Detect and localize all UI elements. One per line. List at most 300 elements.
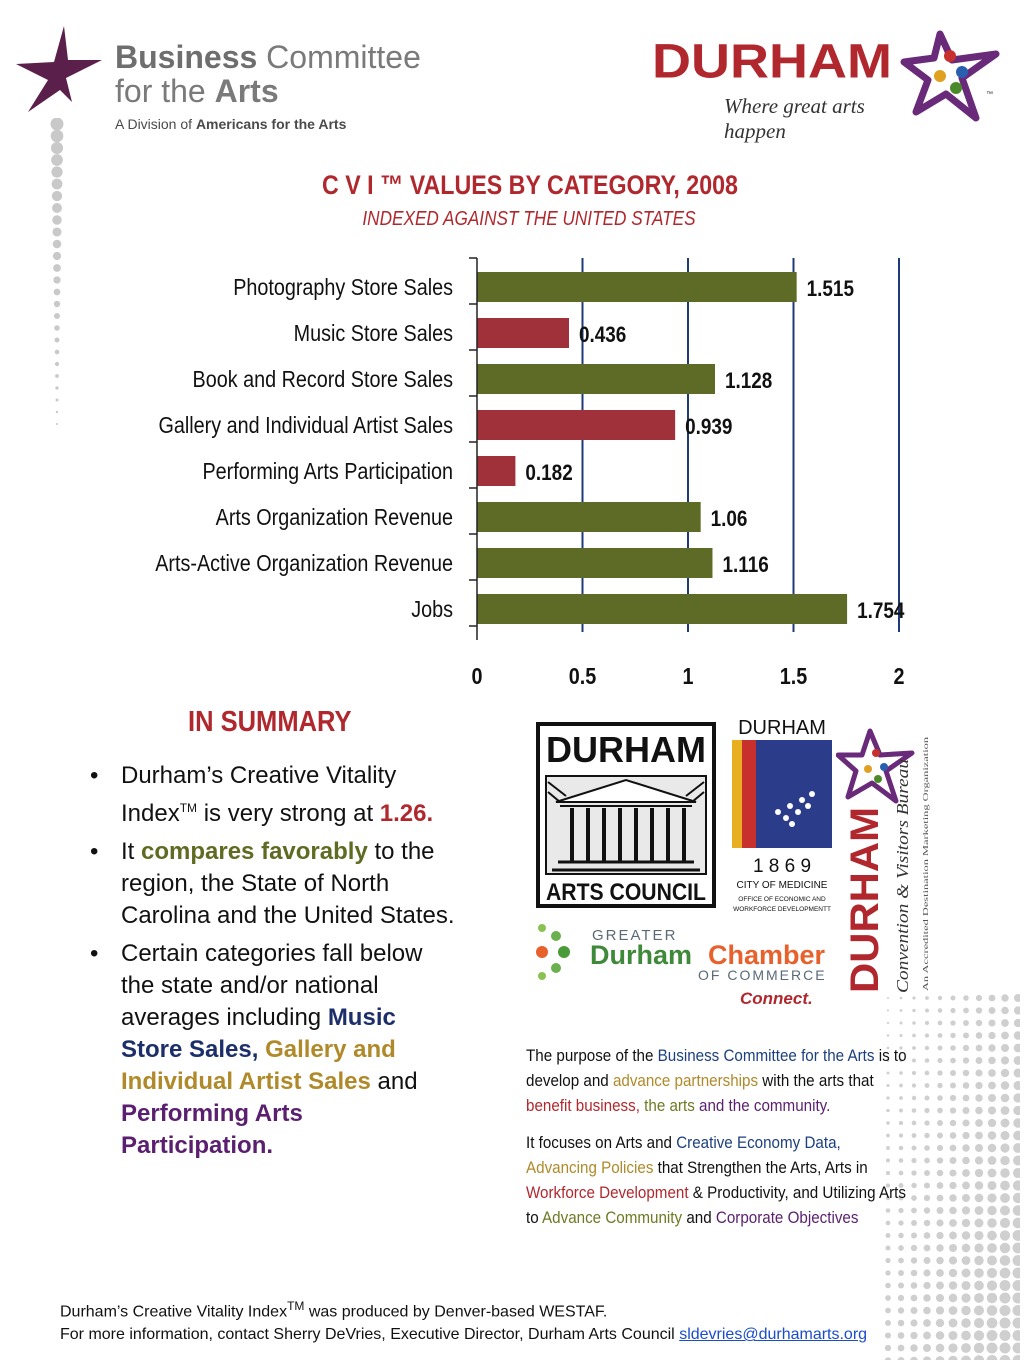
arts-council-top-text: DURHAM: [546, 729, 706, 770]
decor-dot: [937, 1108, 943, 1114]
decor-dot: [949, 1219, 957, 1227]
decor-dot: [988, 1094, 996, 1102]
decor-dot: [989, 995, 996, 1002]
decor-dot: [52, 191, 62, 201]
decor-dot: [1000, 1181, 1010, 1191]
decor-dot: [885, 1283, 890, 1288]
decor-dot: [1000, 1355, 1011, 1360]
decor-dot: [987, 1218, 997, 1228]
decor-dot: [951, 996, 956, 1001]
decor-dot: [937, 1120, 943, 1126]
decor-dot: [937, 1070, 942, 1075]
decor-dot: [987, 1280, 997, 1290]
decor-dot: [1000, 1280, 1011, 1291]
purpose-community: and the community.: [694, 1097, 831, 1115]
decor-dot: [1001, 1007, 1009, 1015]
bullet-dot: •: [90, 762, 99, 789]
city-office-1: OFFICE OF ECONOMIC AND: [738, 896, 826, 903]
decor-dot: [974, 1306, 984, 1316]
bar: [477, 318, 569, 348]
decor-dot: [1001, 1081, 1009, 1089]
decor-dot: [987, 1293, 997, 1303]
decor-dot: [950, 1095, 956, 1101]
decor-dot: [975, 1194, 984, 1203]
decor-dot: [936, 1356, 945, 1360]
decor-dot: [911, 1245, 917, 1251]
summary-bullet-2: [90, 836, 460, 932]
bullet-3-text: Certain categories fall below the state and/or national averages including: [121, 940, 423, 1031]
bar: [477, 410, 675, 440]
summary-bullet-1: [90, 760, 460, 830]
bar: [477, 364, 715, 394]
decor-dot: [987, 1206, 996, 1215]
decor-dot: [987, 1268, 997, 1278]
decor-dot: [961, 1281, 970, 1290]
decor-dot: [925, 996, 929, 1000]
decor-dot: [900, 997, 903, 1000]
footer-contact: For more information, contact Sherry DeVries, Executive Director, Durham Arts Council: [60, 1326, 680, 1344]
purpose-corporate: Corporate Objectives: [715, 1209, 859, 1227]
decor-dot: [961, 1293, 970, 1302]
decor-dot: [950, 1045, 956, 1051]
cvb-subtitle: Convention & Visitors Bureau: [893, 787, 912, 993]
decor-dot: [963, 1020, 969, 1026]
decor-dot: [950, 1082, 956, 1088]
decor-dot: [963, 1095, 970, 1102]
decor-dot: [987, 1256, 997, 1266]
decor-dot: [924, 1245, 931, 1252]
chamber-of-commerce: OF COMMERCE: [698, 967, 827, 983]
decor-dot: [1013, 1143, 1020, 1153]
decor-dot: [988, 1144, 997, 1153]
chamber-chamber: Chamber: [708, 940, 826, 970]
decor-dot: [963, 995, 969, 1001]
data-label: 1.06: [710, 506, 748, 532]
decor-dot: [1013, 1193, 1020, 1203]
city-year: 1 8 6 9: [752, 856, 812, 877]
decor-dot: [976, 1032, 983, 1039]
summary-bullet-3: [90, 938, 460, 1162]
data-label: 1.116: [722, 552, 769, 578]
bullet-1-value: 1.26.: [379, 800, 434, 827]
decor-dot: [937, 1182, 944, 1189]
decor-dot: [1000, 1243, 1010, 1253]
decor-dot: [1000, 1318, 1011, 1329]
decor-dot: [898, 1357, 905, 1360]
decor-dot: [949, 1182, 956, 1189]
bullet-3-music: Music Store Sales,: [121, 1004, 396, 1063]
decor-dot: [1013, 1355, 1021, 1360]
footer-email-link[interactable]: sldevries@durhamarts.org: [679, 1326, 868, 1344]
decor-dot: [1000, 1255, 1011, 1266]
decor-dot: [1013, 1205, 1020, 1216]
durham-logo-word: DURHAM: [652, 34, 892, 89]
decor-dot: [937, 1170, 944, 1177]
chamber-connect: Connect.: [740, 989, 813, 1008]
durham-star-logo-icon: [900, 26, 1000, 126]
bar: [477, 502, 701, 532]
data-label: 0.939: [685, 414, 733, 440]
decor-dot: [925, 1033, 929, 1037]
decor-dot: [950, 1107, 956, 1113]
decor-dot: [950, 1157, 957, 1164]
decor-dot: [987, 1243, 997, 1253]
decor-dot: [961, 1306, 970, 1315]
decor-dot: [950, 1145, 957, 1152]
bullet-2-highlight: compares favorably: [141, 838, 368, 865]
decor-dot: [937, 1195, 944, 1202]
decor-dot: [924, 1257, 931, 1264]
chart-title: C V I ™ VALUES BY CATEGORY, 2008: [322, 170, 738, 200]
x-tick-label: 2: [893, 663, 905, 690]
decor-dot: [937, 1132, 943, 1138]
decor-dot: [938, 1008, 943, 1013]
decor-dot: [976, 995, 982, 1001]
decor-dot: [988, 1156, 997, 1165]
decor-dot: [975, 1107, 983, 1115]
decor-dot: [950, 1033, 955, 1038]
decor-dot: [975, 1181, 983, 1189]
decor-dot: [1000, 1218, 1010, 1228]
decor-dot: [887, 1022, 889, 1024]
chamber-durham: Durham: [590, 940, 693, 970]
bar: [477, 548, 712, 578]
decor-dot: [1000, 1193, 1010, 1203]
decor-dot: [1001, 1094, 1010, 1103]
decor-dot: [1001, 1032, 1009, 1040]
decor-dot: [1013, 1180, 1020, 1190]
decor-dot: [949, 1244, 957, 1252]
decor-dot: [987, 1318, 998, 1329]
category-label: Arts Organization Revenue: [215, 504, 454, 531]
decor-dot: [975, 1094, 982, 1101]
decor-dot: [1013, 1106, 1020, 1115]
decor-dot: [962, 1231, 970, 1239]
decor-dot: [1000, 1293, 1011, 1304]
decor-dot: [938, 996, 942, 1000]
decor-dot: [1013, 1230, 1020, 1241]
decor-dot: [887, 1009, 889, 1011]
decor-dot: [1001, 1019, 1009, 1027]
decor-dot: [1000, 1330, 1011, 1341]
decor-dot: [898, 1258, 904, 1264]
decor-dot: [988, 1082, 996, 1090]
x-tick-label: 0: [471, 663, 483, 690]
decor-dot: [1000, 1305, 1011, 1316]
bca-star-logo-icon: [14, 22, 106, 114]
decor-dot: [975, 1069, 982, 1076]
decor-dot: [1013, 1093, 1020, 1102]
decor-dot: [898, 1270, 904, 1276]
decor-dot: [962, 1157, 970, 1165]
decor-dot: [52, 203, 62, 213]
data-label: 1.515: [806, 276, 854, 302]
decor-dot: [949, 1232, 957, 1240]
x-tick-label: 1: [682, 663, 694, 690]
decor-dot: [987, 1305, 998, 1316]
decor-dot: [963, 1107, 970, 1114]
decor-dot: [975, 1119, 983, 1127]
decor-dot: [950, 1020, 955, 1025]
bar: [477, 272, 797, 302]
bullet-dot: •: [90, 940, 99, 967]
decor-dot: [885, 1357, 891, 1360]
data-label: 1.128: [725, 368, 773, 394]
decor-dot: [974, 1231, 983, 1240]
decor-dot: [1013, 1156, 1020, 1166]
decor-dot: [1000, 1230, 1010, 1240]
decor-dot: [936, 1269, 944, 1277]
decor-dot: [1013, 1330, 1021, 1341]
summary-title: IN SUMMARY: [188, 706, 352, 738]
bca-purpose: [526, 1044, 926, 1243]
bca-committee: Committee: [257, 39, 421, 75]
x-tick-label: 0.5: [568, 663, 597, 690]
decor-dot: [988, 1169, 997, 1178]
decor-dot: [925, 1009, 929, 1013]
durham-logo: [652, 36, 922, 144]
decor-dot: [950, 1070, 956, 1076]
decor-dot: [949, 1169, 956, 1176]
decor-dot: [900, 1009, 903, 1012]
decor-dot: [962, 1169, 970, 1177]
decor-dot: [912, 1034, 916, 1038]
decor-dot: [1014, 1019, 1020, 1027]
decor-dot: [1013, 1343, 1021, 1354]
bullet-1-tm: TM: [179, 801, 198, 815]
cvb-durham: DURHAM: [843, 815, 887, 993]
decor-dot: [1000, 1168, 1010, 1178]
decor-dot: [974, 1293, 984, 1303]
decor-dot: [1013, 1268, 1021, 1279]
bullet-2-text-b: to the region, the State of North Carolina and the United States.: [121, 838, 455, 929]
decor-dot: [1000, 1143, 1009, 1152]
footer-tm: TM: [287, 1299, 305, 1313]
decor-dot: [1001, 1056, 1009, 1064]
decor-dot: [975, 1132, 983, 1140]
decor-dot: [962, 1244, 971, 1253]
decor-dot: [937, 1058, 942, 1063]
decor-dot: [912, 1009, 915, 1012]
footer-line-2: [60, 1323, 960, 1346]
decor-dot: [937, 1145, 943, 1151]
decor-dot: [923, 1282, 930, 1289]
purpose-text: It focuses on Arts and: [526, 1134, 677, 1152]
arts-council-bottom-text: ARTS COUNCIL: [546, 879, 706, 906]
category-label: Jobs: [411, 596, 453, 623]
decor-dot: [949, 1256, 957, 1264]
decor-dot: [962, 1119, 969, 1126]
decor-dot: [950, 1132, 957, 1139]
decor-dot: [963, 1008, 969, 1014]
purpose-advancing-policies: Advancing Policies: [526, 1159, 654, 1177]
bullet-3-and: and: [370, 1068, 418, 1095]
decor-dot: [974, 1343, 984, 1353]
bullet-3-gallery: Gallery and Individual Artist Sales: [121, 1036, 396, 1095]
decor-dot: [1014, 1006, 1020, 1014]
durham-chamber-logo: [530, 920, 835, 1010]
decor-dot: [1000, 1131, 1009, 1140]
city-motto: CITY OF MEDICINE: [736, 880, 828, 891]
decor-dot: [51, 154, 63, 166]
decor-dot: [887, 997, 889, 999]
summary-bullets: [90, 760, 460, 1168]
decor-dot: [925, 1021, 929, 1025]
decor-dot: [937, 1095, 943, 1101]
category-label: Arts-Active Organization Revenue: [155, 550, 454, 577]
decor-dot: [938, 1021, 943, 1026]
decor-dot: [936, 1219, 943, 1226]
decor-dot: [988, 1106, 996, 1114]
decor-dot: [1000, 1343, 1011, 1354]
decor-dot: [976, 1020, 983, 1027]
decor-dot: [963, 1070, 970, 1077]
decor-dot: [910, 1357, 918, 1360]
category-label: Music Store Sales: [293, 320, 454, 347]
decor-dot: [937, 1045, 942, 1050]
decor-dot: [949, 1269, 957, 1277]
decor-dot: [974, 1330, 984, 1340]
decor-dot: [51, 142, 63, 154]
decor-dot: [51, 166, 62, 177]
decor-dot: [912, 1021, 916, 1025]
decor-dot: [1014, 1031, 1020, 1039]
decor-dot: [1000, 1268, 1011, 1279]
purpose-text: that Strengthen the Arts, Arts in: [653, 1159, 868, 1177]
purpose-partnerships: advance partnerships: [612, 1072, 759, 1090]
decor-dot: [1013, 1081, 1020, 1090]
decor-dot: [987, 1355, 998, 1360]
decor-dot: [52, 179, 63, 190]
bullet-1-text: Durham’s Creative Vitality Index: [121, 762, 397, 827]
chamber-dots-icon: [536, 924, 570, 980]
decor-dot: [988, 1032, 995, 1039]
decor-dot: [987, 1231, 997, 1241]
bullet-2-text: It: [121, 838, 142, 865]
decor-dot: [976, 1007, 982, 1013]
decor-dot: [961, 1356, 971, 1361]
data-label: 0.436: [578, 322, 627, 348]
decor-dot: [962, 1219, 970, 1227]
decor-dot: [1014, 994, 1020, 1002]
decor-dot: [1013, 1131, 1020, 1141]
decor-dot: [949, 1194, 956, 1201]
decor-dot: [962, 1256, 971, 1265]
decor-dot: [988, 1019, 995, 1026]
decor-dot: [962, 1269, 971, 1278]
decor-dot: [975, 1082, 982, 1089]
decor-dot: [938, 1033, 943, 1038]
decor-dot: [963, 1082, 970, 1089]
decor-dot: [975, 1156, 983, 1164]
data-label: 0.182: [525, 460, 573, 486]
decor-dot: [937, 1207, 944, 1214]
bar: [477, 456, 515, 486]
decor-dot: [948, 1356, 957, 1360]
decor-dot: [1014, 1069, 1020, 1078]
decor-dot: [974, 1318, 984, 1328]
decor-dot: [1013, 1243, 1021, 1254]
decor-dot: [949, 1281, 957, 1289]
purpose-workforce: Workforce Development: [526, 1184, 689, 1202]
decor-dot: [898, 1245, 904, 1251]
purpose-text: and: [682, 1209, 716, 1227]
purpose-text: with the arts that: [758, 1072, 874, 1090]
decor-dot: [950, 1008, 955, 1013]
decor-dot: [988, 1119, 996, 1127]
decor-dot: [974, 1256, 983, 1265]
decor-dot: [1000, 1206, 1010, 1216]
decor-dot: [962, 1132, 969, 1139]
decor-dot: [988, 1069, 996, 1077]
data-label: 1.754: [857, 598, 905, 624]
decor-dot: [911, 1282, 918, 1289]
decor-dot: [1001, 1069, 1009, 1077]
decor-dot: [962, 1194, 970, 1202]
decor-dot: [899, 1034, 902, 1037]
decor-dot: [975, 1206, 984, 1215]
bca-logo-text: [115, 40, 475, 132]
decor-dot: [1013, 1305, 1021, 1316]
decor-dot: [975, 1219, 984, 1228]
decor-dot: [900, 1022, 903, 1025]
decor-dot: [885, 1245, 890, 1250]
decor-dot: [52, 227, 61, 236]
decor-dot: [975, 1169, 983, 1177]
decor-dot: [950, 1120, 957, 1127]
decor-dot: [988, 1044, 995, 1051]
decor-dot: [51, 130, 64, 143]
decor-dot: [974, 1268, 984, 1278]
category-label: Book and Record Store Sales: [192, 366, 454, 393]
decor-dot: [949, 1207, 957, 1215]
decor-dot: [1000, 1156, 1009, 1165]
decor-dot: [53, 240, 62, 249]
bullet-3-performing: Performing Arts Participation.: [121, 1100, 303, 1159]
decor-dot: [987, 1343, 998, 1354]
decor-dot: [1013, 1318, 1021, 1329]
cvi-bar-chart: [0, 250, 1024, 690]
decor-dot: [937, 1157, 943, 1163]
footer-line-1: [60, 1295, 960, 1323]
purpose-paragraph-1: [526, 1044, 922, 1119]
purpose-benefit-business: benefit business,: [526, 1097, 640, 1115]
chamber-greater: GREATER: [592, 927, 678, 944]
decor-dot: [936, 1282, 944, 1290]
footer-text: Durham’s Creative Vitality Index: [60, 1303, 288, 1321]
decor-dot: [912, 996, 915, 999]
purpose-text: is to develop and: [526, 1047, 907, 1090]
city-of-durham-logo: [728, 712, 836, 922]
bca-arts: Arts: [214, 73, 279, 109]
decor-dot: [898, 1282, 904, 1288]
bca-division: A Division of: [115, 116, 196, 132]
purpose-text: The purpose of the: [526, 1047, 658, 1065]
decor-dot: [988, 1057, 996, 1065]
decor-dot: [963, 1045, 969, 1051]
chart-subtitle: INDEXED AGAINST THE UNITED STATES: [362, 208, 696, 230]
footer-text: was produced by Denver-based WESTAF.: [304, 1303, 608, 1321]
decor-dot: [976, 1045, 983, 1052]
decor-dot: [51, 118, 64, 131]
decor-dot: [885, 1270, 890, 1275]
category-label: Gallery and Individual Artist Sales: [158, 412, 454, 439]
decor-dot: [987, 1330, 998, 1341]
decor-dot: [963, 1057, 969, 1063]
decor-dot: [1001, 1119, 1010, 1128]
durham-cvb-logo: [836, 725, 946, 1000]
decor-dot: [911, 1257, 917, 1263]
